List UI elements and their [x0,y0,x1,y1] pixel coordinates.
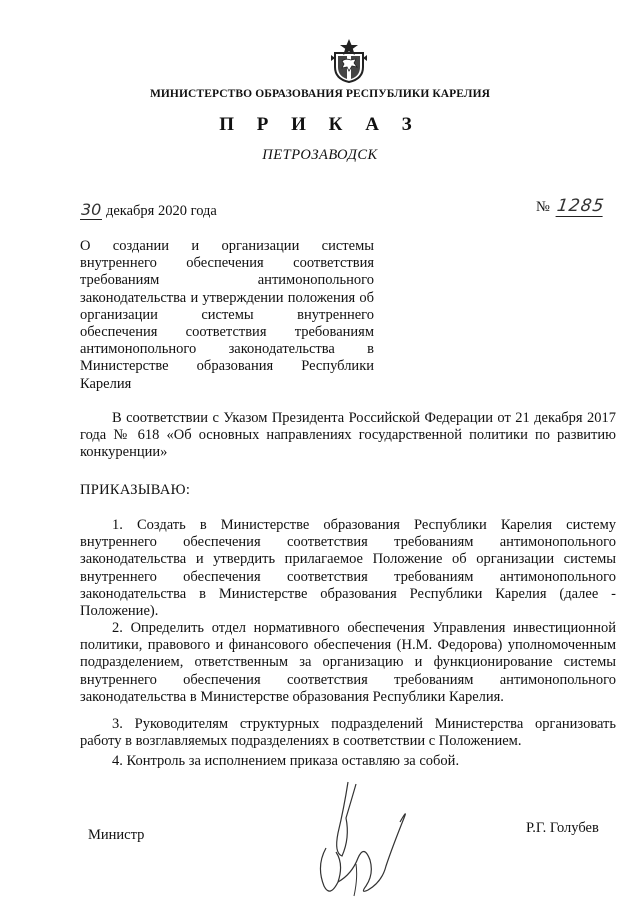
order-item-1: 1. Создать в Министерстве образования Республики Карелия систему внутреннего обеспечения соответствия требованиям антимонопольного законодательства и утвердить прилагаемое Положение об организации системы внутреннего обеспечения соответствия требованиям антимонопольного законодательства в Министерстве образования Республики Карелия (далее - Положение). [80,517,616,620]
number-sign: № [536,199,550,215]
document-date [80,200,217,220]
ministry-name: МИНИСТЕРСТВО ОБРАЗОВАНИЯ РЕСПУБЛИКИ КАРЕЛИЯ [149,88,491,100]
order-item-2: 2. Определить отдел нормативного обеспечения Управления инвестиционной политики, правового и финансового обеспечения (Н.М. Федорова) уполномоченным подразделением, ответственным за организацию и функционирование системы внутреннего обеспечения соответствия требованиям антимонопольного законодательства в Министерстве образования Республики Карелия. [80,620,616,705]
order-item-4: 4. Контроль за исполнением приказа оставляю за собой. [112,753,460,769]
preamble-paragraph: В соответствии с Указом Президента Российской Федерации от 21 декабря 2017 года № 618 «Об основных направлениях государственной политики по развитию конкуренции» [80,410,616,461]
order-item-3: 3. Руководителям структурных подразделений Министерства организовать работу в возглавляемых подразделениях в соответствии с Положением. [80,716,616,750]
document-title: П Р И К А З [219,114,421,135]
order-heading: ПРИКАЗЫВАЮ: [80,482,191,498]
city-name: ПЕТРОЗАВОДСК [262,147,378,163]
document-number [536,196,605,217]
document-subject: О создании и организации системы внутреннего обеспечения соответствия требованиям антимонопольного законодательства и утверждении положения об организации системы внутреннего обеспечения соответствия требованиям антимонопольного законодательства в Министерстве образования Республики Карелия [80,238,374,392]
signatory-name: Р.Г. Голубев [526,820,599,836]
coat-of-arms-icon [329,37,369,83]
date-day-handwritten: 30 [81,200,102,219]
signature-icon [308,778,418,900]
date-month-year: декабря 2020 года [105,203,217,219]
number-value-handwritten: 1285 [556,196,607,216]
signatory-position: Министр [88,827,145,843]
